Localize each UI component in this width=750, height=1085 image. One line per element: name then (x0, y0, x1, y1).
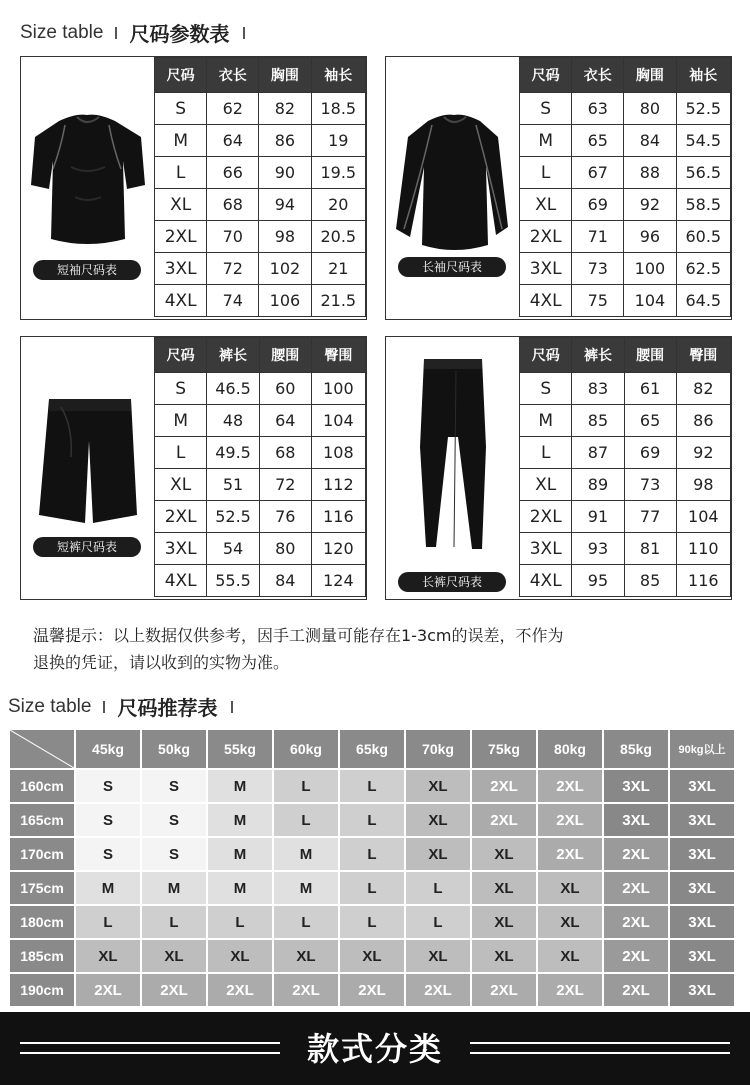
size-recommendation-cell: L (142, 906, 206, 938)
value-cell: 116 (311, 501, 365, 533)
value-cell: 54.5 (676, 125, 730, 157)
value-cell: 86 (259, 125, 311, 157)
value-cell: 82 (259, 93, 311, 125)
value-cell: 98 (259, 221, 311, 253)
size-cell: 2XL (520, 501, 572, 533)
table-row (10, 906, 734, 938)
value-cell: 82 (676, 373, 730, 405)
table-row (10, 804, 734, 836)
value-cell: 80 (624, 93, 676, 125)
table-row (155, 501, 366, 533)
size-recommendation-cell: L (340, 770, 404, 802)
size-recommendation-cell: 2XL (538, 974, 602, 1006)
size-recommendation-cell: XL (406, 770, 470, 802)
value-cell: 108 (311, 437, 365, 469)
column-header: 裤长 (572, 338, 624, 373)
column-header: 尺码 (520, 338, 572, 373)
size-parameter-header (20, 18, 245, 47)
value-cell: 72 (207, 253, 259, 285)
weight-header: 50kg (142, 730, 206, 768)
note-line-1: 温馨提示：以上数据仅供参考，因手工测量可能存在1-3cm的误差，不作为 (33, 626, 564, 645)
height-header: 185cm (10, 940, 74, 972)
value-cell: 65 (624, 405, 676, 437)
size-cell: M (155, 405, 207, 437)
size-cell: 3XL (520, 533, 572, 565)
value-cell: 100 (624, 253, 676, 285)
size-recommendation-cell: M (76, 872, 140, 904)
column-header: 尺码 (155, 58, 207, 93)
size-recommendation-cell: 2XL (472, 974, 536, 1006)
size-recommendation-cell: M (208, 838, 272, 870)
size-recommendation-cell: XL (538, 872, 602, 904)
column-header: 胸围 (259, 58, 311, 93)
value-cell: 52.5 (676, 93, 730, 125)
value-cell: 46.5 (207, 373, 259, 405)
size-recommendation-cell: 3XL (670, 906, 734, 938)
value-cell: 72 (259, 469, 311, 501)
value-cell: 75 (572, 285, 624, 317)
size-recommendation-cell: XL (76, 940, 140, 972)
value-cell: 104 (624, 285, 676, 317)
short-sleeve-label: 短袖尺码表 (33, 260, 141, 280)
size-recommendation-cell: XL (472, 940, 536, 972)
value-cell: 73 (624, 469, 676, 501)
value-cell: 110 (676, 533, 730, 565)
value-cell: 66 (207, 157, 259, 189)
value-cell: 20 (311, 189, 365, 221)
table-row (155, 189, 366, 221)
long-sleeve-shirt-image (386, 57, 519, 319)
short-sleeve-size-table (154, 57, 366, 317)
weight-header: 85kg (604, 730, 668, 768)
value-cell: 69 (572, 189, 624, 221)
size-recommendation-cell: M (208, 804, 272, 836)
size-recommendation-cell: 3XL (670, 974, 734, 1006)
value-cell: 52.5 (207, 501, 259, 533)
value-cell: 55.5 (207, 565, 259, 597)
value-cell: 81 (624, 533, 676, 565)
size-cell: 3XL (155, 253, 207, 285)
size-recommendation-cell: 2XL (208, 974, 272, 1006)
table-row (520, 157, 731, 189)
value-cell: 91 (572, 501, 624, 533)
value-cell: 63 (572, 93, 624, 125)
size-cell: 4XL (520, 565, 572, 597)
shorts-panel (20, 336, 367, 600)
size-recommendation-cell: M (208, 872, 272, 904)
size-recommend-header (8, 692, 233, 721)
value-cell: 64.5 (676, 285, 730, 317)
size-recommendation-cell: S (76, 838, 140, 870)
column-header: 胸围 (624, 58, 676, 93)
size-recommendation-cell: L (340, 872, 404, 904)
table-row (155, 285, 366, 317)
pants-size-table (519, 337, 731, 597)
size-recommendation-cell: XL (142, 940, 206, 972)
size-cell: 4XL (155, 285, 207, 317)
table-row (520, 221, 731, 253)
shorts-size-table (154, 337, 366, 597)
value-cell: 58.5 (676, 189, 730, 221)
size-recommendation-cell: 3XL (670, 770, 734, 802)
table-row (520, 501, 731, 533)
size-recommendation-cell: 2XL (274, 974, 338, 1006)
column-header: 臀围 (676, 338, 730, 373)
weight-header: 75kg (472, 730, 536, 768)
size-cell: S (520, 93, 572, 125)
short-sleeve-shirt-image (21, 57, 154, 319)
size-recommendation-cell: 2XL (76, 974, 140, 1006)
value-cell: 71 (572, 221, 624, 253)
size-recommendation-cell: M (274, 838, 338, 870)
value-cell: 76 (259, 501, 311, 533)
size-cell: 2XL (520, 221, 572, 253)
size-recommendation-cell: XL (340, 940, 404, 972)
table-row (155, 253, 366, 285)
column-header: 袖长 (311, 58, 365, 93)
size-cell: XL (520, 469, 572, 501)
header-en: Size table (20, 21, 104, 43)
value-cell: 83 (572, 373, 624, 405)
value-cell: 116 (676, 565, 730, 597)
value-cell: 65 (572, 125, 624, 157)
height-header: 175cm (10, 872, 74, 904)
size-recommendation-cell: 3XL (604, 804, 668, 836)
size-cell: L (520, 437, 572, 469)
size-recommendation-cell: XL (406, 804, 470, 836)
size-cell: M (520, 125, 572, 157)
value-cell: 21 (311, 253, 365, 285)
value-cell: 20.5 (311, 221, 365, 253)
size-cell: L (155, 437, 207, 469)
size-cell: 3XL (155, 533, 207, 565)
table-row (155, 125, 366, 157)
value-cell: 84 (624, 125, 676, 157)
size-recommendation-table (8, 728, 736, 1008)
size-recommendation-cell: 2XL (472, 804, 536, 836)
size-cell: 3XL (520, 253, 572, 285)
header-divider (115, 27, 117, 39)
size-recommendation-cell: XL (472, 872, 536, 904)
value-cell: 93 (572, 533, 624, 565)
size-cell: XL (155, 469, 207, 501)
size-recommendation-cell: 2XL (604, 974, 668, 1006)
size-cell: 2XL (155, 221, 207, 253)
value-cell: 94 (259, 189, 311, 221)
size-recommendation-cell: 2XL (340, 974, 404, 1006)
pants-panel (385, 336, 732, 600)
value-cell: 95 (572, 565, 624, 597)
size-recommendation-cell: 2XL (604, 872, 668, 904)
value-cell: 49.5 (207, 437, 259, 469)
height-header: 165cm (10, 804, 74, 836)
weight-header: 70kg (406, 730, 470, 768)
value-cell: 90 (259, 157, 311, 189)
value-cell: 84 (259, 565, 311, 597)
value-cell: 67 (572, 157, 624, 189)
size-recommendation-cell: S (142, 838, 206, 870)
size-recommendation-cell: 2XL (604, 838, 668, 870)
value-cell: 120 (311, 533, 365, 565)
value-cell: 68 (259, 437, 311, 469)
size-recommendation-cell: XL (208, 940, 272, 972)
table-row (520, 565, 731, 597)
note-line-2: 退换的凭证，请以收到的实物为准。 (33, 653, 290, 672)
value-cell: 88 (624, 157, 676, 189)
column-header: 衣长 (207, 58, 259, 93)
size-recommendation-cell: 3XL (670, 940, 734, 972)
table-row (520, 533, 731, 565)
value-cell: 112 (311, 469, 365, 501)
size-recommendation-cell: M (274, 872, 338, 904)
size-recommendation-cell: L (340, 906, 404, 938)
value-cell: 19 (311, 125, 365, 157)
value-cell: 85 (624, 565, 676, 597)
value-cell: 89 (572, 469, 624, 501)
size-cell: XL (520, 189, 572, 221)
weight-header: 65kg (340, 730, 404, 768)
size-recommendation-cell: 2XL (538, 838, 602, 870)
value-cell: 92 (676, 437, 730, 469)
value-cell: 19.5 (311, 157, 365, 189)
column-header: 袖长 (676, 58, 730, 93)
table-row (10, 838, 734, 870)
size-recommendation-cell: L (406, 906, 470, 938)
height-header: 160cm (10, 770, 74, 802)
value-cell: 102 (259, 253, 311, 285)
value-cell: 64 (259, 405, 311, 437)
header-cn: 尺码推荐表 (117, 696, 218, 720)
value-cell: 74 (207, 285, 259, 317)
table-row (520, 469, 731, 501)
table-row (520, 373, 731, 405)
size-cell: 4XL (520, 285, 572, 317)
size-recommendation-cell: XL (274, 940, 338, 972)
table-row (520, 437, 731, 469)
table-row (520, 93, 731, 125)
long-sleeve-panel (385, 56, 732, 320)
value-cell: 104 (676, 501, 730, 533)
weight-header: 80kg (538, 730, 602, 768)
size-recommendation-cell: XL (406, 838, 470, 870)
size-recommendation-cell: XL (538, 906, 602, 938)
size-recommendation-cell: M (142, 872, 206, 904)
value-cell: 60 (259, 373, 311, 405)
value-cell: 106 (259, 285, 311, 317)
table-row (155, 373, 366, 405)
size-recommendation-cell: S (142, 804, 206, 836)
table-row (520, 285, 731, 317)
weight-header: 55kg (208, 730, 272, 768)
size-recommendation-cell: 2XL (604, 906, 668, 938)
size-recommendation-cell: M (208, 770, 272, 802)
value-cell: 85 (572, 405, 624, 437)
size-recommendation-cell: L (76, 906, 140, 938)
value-cell: 70 (207, 221, 259, 253)
size-recommendation-cell: 2XL (538, 804, 602, 836)
size-recommendation-cell: 3XL (604, 770, 668, 802)
size-recommendation-cell: L (208, 906, 272, 938)
short-sleeve-panel (20, 56, 367, 320)
column-header: 裤长 (207, 338, 259, 373)
value-cell: 64 (207, 125, 259, 157)
value-cell: 69 (624, 437, 676, 469)
value-cell: 98 (676, 469, 730, 501)
weight-header: 60kg (274, 730, 338, 768)
column-header: 衣长 (572, 58, 624, 93)
column-header: 尺码 (520, 58, 572, 93)
column-header: 腰围 (259, 338, 311, 373)
long-sleeve-size-table (519, 57, 731, 317)
value-cell: 92 (624, 189, 676, 221)
value-cell: 62.5 (676, 253, 730, 285)
value-cell: 73 (572, 253, 624, 285)
size-recommendation-cell: XL (538, 940, 602, 972)
size-recommendation-cell: 2XL (406, 974, 470, 1006)
value-cell: 104 (311, 405, 365, 437)
size-recommendation-cell: L (406, 872, 470, 904)
weight-header: 45kg (76, 730, 140, 768)
table-row (155, 565, 366, 597)
value-cell: 56.5 (676, 157, 730, 189)
value-cell: 87 (572, 437, 624, 469)
weight-header: 90kg以上 (670, 730, 734, 768)
size-recommendation-cell: 3XL (670, 872, 734, 904)
size-recommendation-cell: L (274, 906, 338, 938)
table-row (155, 469, 366, 501)
value-cell: 51 (207, 469, 259, 501)
size-recommendation-cell: S (76, 804, 140, 836)
size-recommendation-cell: 2XL (538, 770, 602, 802)
size-cell: M (520, 405, 572, 437)
style-category-banner (0, 1012, 750, 1085)
size-recommendation-cell: L (340, 804, 404, 836)
value-cell: 96 (624, 221, 676, 253)
size-cell: S (520, 373, 572, 405)
long-pants-image (386, 337, 519, 599)
header-divider (243, 27, 245, 39)
value-cell: 62 (207, 93, 259, 125)
shorts-image (21, 337, 154, 599)
value-cell: 21.5 (311, 285, 365, 317)
value-cell: 77 (624, 501, 676, 533)
value-cell: 48 (207, 405, 259, 437)
value-cell: 86 (676, 405, 730, 437)
table-row (520, 253, 731, 285)
table-row (520, 405, 731, 437)
header-divider (103, 701, 105, 713)
long-sleeve-label: 长袖尺码表 (398, 257, 506, 277)
value-cell: 124 (311, 565, 365, 597)
table-row (520, 125, 731, 157)
table-row (155, 157, 366, 189)
value-cell: 61 (624, 373, 676, 405)
column-header: 腰围 (624, 338, 676, 373)
column-header: 尺码 (155, 338, 207, 373)
size-cell: XL (155, 189, 207, 221)
value-cell: 60.5 (676, 221, 730, 253)
height-header: 190cm (10, 974, 74, 1006)
size-cell: L (155, 157, 207, 189)
size-recommendation-cell: 2XL (472, 770, 536, 802)
value-cell: 100 (311, 373, 365, 405)
header-en: Size table (8, 695, 92, 717)
table-row (155, 533, 366, 565)
measurement-note (33, 622, 733, 676)
corner-cell (10, 730, 74, 768)
table-row (10, 770, 734, 802)
height-header: 180cm (10, 906, 74, 938)
table-row (520, 189, 731, 221)
size-cell: S (155, 93, 207, 125)
table-row (10, 974, 734, 1006)
value-cell: 54 (207, 533, 259, 565)
table-row (155, 221, 366, 253)
size-cell: M (155, 125, 207, 157)
size-recommendation-cell: L (340, 838, 404, 870)
header-divider (231, 701, 233, 713)
header-cn: 尺码参数表 (129, 22, 230, 46)
size-recommendation-cell: 3XL (670, 804, 734, 836)
table-row (10, 940, 734, 972)
size-recommendation-cell: 3XL (670, 838, 734, 870)
pants-label: 长裤尺码表 (398, 572, 506, 592)
banner-title: 款式分类 (306, 1030, 443, 1068)
size-recommendation-cell: L (274, 804, 338, 836)
column-header: 臀围 (311, 338, 365, 373)
table-row (155, 405, 366, 437)
size-cell: S (155, 373, 207, 405)
size-recommendation-cell: L (274, 770, 338, 802)
size-recommendation-cell: 2XL (604, 940, 668, 972)
size-recommendation-cell: XL (406, 940, 470, 972)
table-row (155, 437, 366, 469)
size-recommendation-cell: S (76, 770, 140, 802)
shorts-label: 短裤尺码表 (33, 537, 141, 557)
value-cell: 18.5 (311, 93, 365, 125)
size-recommendation-cell: XL (472, 906, 536, 938)
size-recommendation-cell: XL (472, 838, 536, 870)
size-cell: 4XL (155, 565, 207, 597)
value-cell: 80 (259, 533, 311, 565)
table-row (155, 93, 366, 125)
height-header: 170cm (10, 838, 74, 870)
size-cell: L (520, 157, 572, 189)
table-row (10, 872, 734, 904)
value-cell: 68 (207, 189, 259, 221)
size-cell: 2XL (155, 501, 207, 533)
size-recommendation-cell: S (142, 770, 206, 802)
size-recommendation-cell: 2XL (142, 974, 206, 1006)
